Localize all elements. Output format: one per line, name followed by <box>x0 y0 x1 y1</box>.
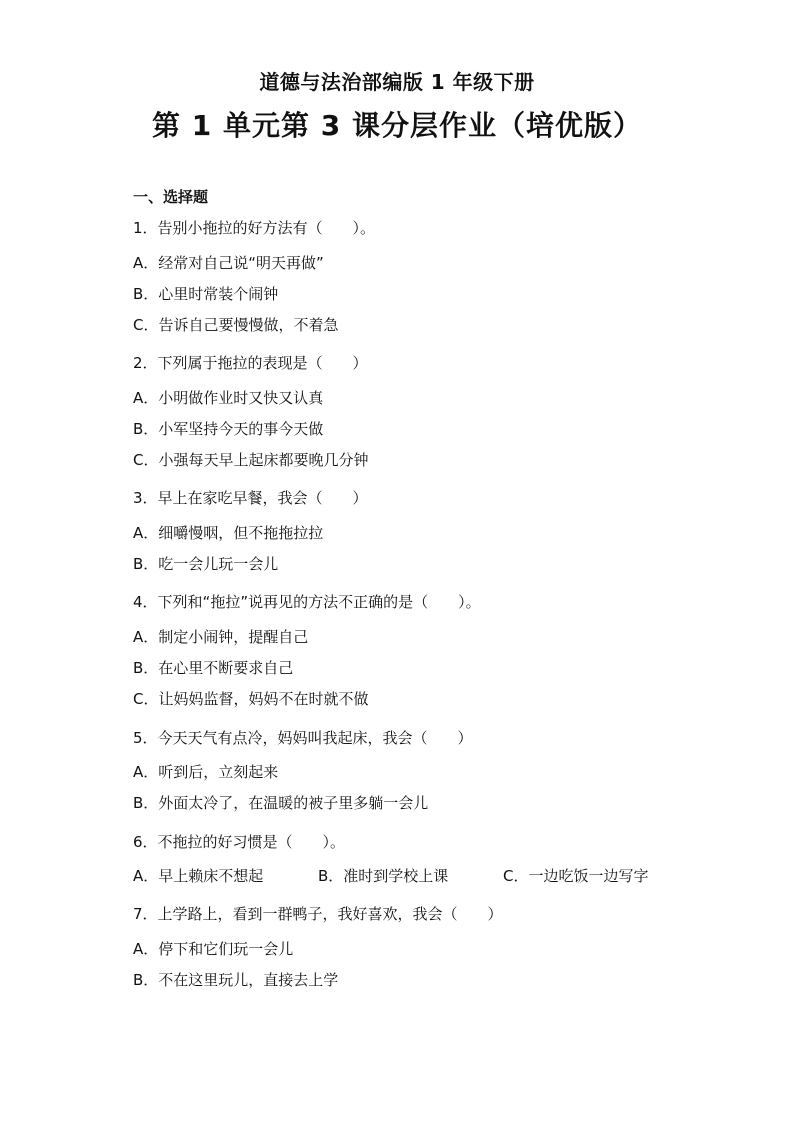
question-1-option-a: A．经常对自己说“明天再做” <box>133 254 324 272</box>
question-1-option-c: C．告诉自己要慢慢做，不着急 <box>133 316 339 334</box>
question-7-option-b: B．不在这里玩儿，直接去上学 <box>133 971 339 989</box>
question-6-stem: 6．不拖拉的好习惯是（ ）。 <box>133 833 346 851</box>
question-5-option-a: A．听到后，立刻起来 <box>133 763 279 781</box>
document-title-line1: 道德与法治部编版 1 年级下册 <box>259 70 535 94</box>
question-2-option-a: A．小明做作业时又快又认真 <box>133 389 324 407</box>
question-3-option-a: A．细嚼慢咽，但不拖拖拉拉 <box>133 524 324 542</box>
question-4-option-b: B．在心里不断要求自己 <box>133 659 294 677</box>
question-2-option-c: C．小强每天早上起床都要晚几分钟 <box>133 451 369 469</box>
question-1-option-b: B．心里时常装个闹钟 <box>133 285 279 303</box>
question-6-option-b: B．准时到学校上课 <box>318 867 449 885</box>
question-4-option-c: C．让妈妈监督，妈妈不在时就不做 <box>133 690 369 708</box>
question-5-option-b: B．外面太冷了，在温暖的被子里多躺一会儿 <box>133 794 429 812</box>
question-4-stem: 4．下列和“拖拉”说再见的方法不正确的是（ ）。 <box>133 593 481 611</box>
question-4-option-a: A．制定小闹钟，提醒自己 <box>133 628 309 646</box>
question-3-stem: 3．早上在家吃早餐，我会（ ） <box>133 489 368 507</box>
question-6-option-c: C．一边吃饭一边写字 <box>503 867 649 885</box>
question-2-option-b: B．小军坚持今天的事今天做 <box>133 420 324 438</box>
question-6-option-a: A．早上赖床不想起 <box>133 867 264 885</box>
question-5-stem: 5．今天天气有点冷，妈妈叫我起床，我会（ ） <box>133 729 473 747</box>
question-7-option-a: A．停下和它们玩一会儿 <box>133 940 294 958</box>
question-1-stem: 1．告别小拖拉的好方法有（ ）。 <box>133 219 376 237</box>
section-heading: 一、选择题 <box>133 188 209 206</box>
question-2-stem: 2．下列属于拖拉的表现是（ ） <box>133 354 368 372</box>
question-3-option-b: B．吃一会儿玩一会儿 <box>133 555 279 573</box>
question-7-stem: 7．上学路上，看到一群鸭子，我好喜欢，我会（ ） <box>133 905 503 923</box>
document-title-line2: 第 1 单元第 3 课分层作业（培优版） <box>152 109 642 142</box>
